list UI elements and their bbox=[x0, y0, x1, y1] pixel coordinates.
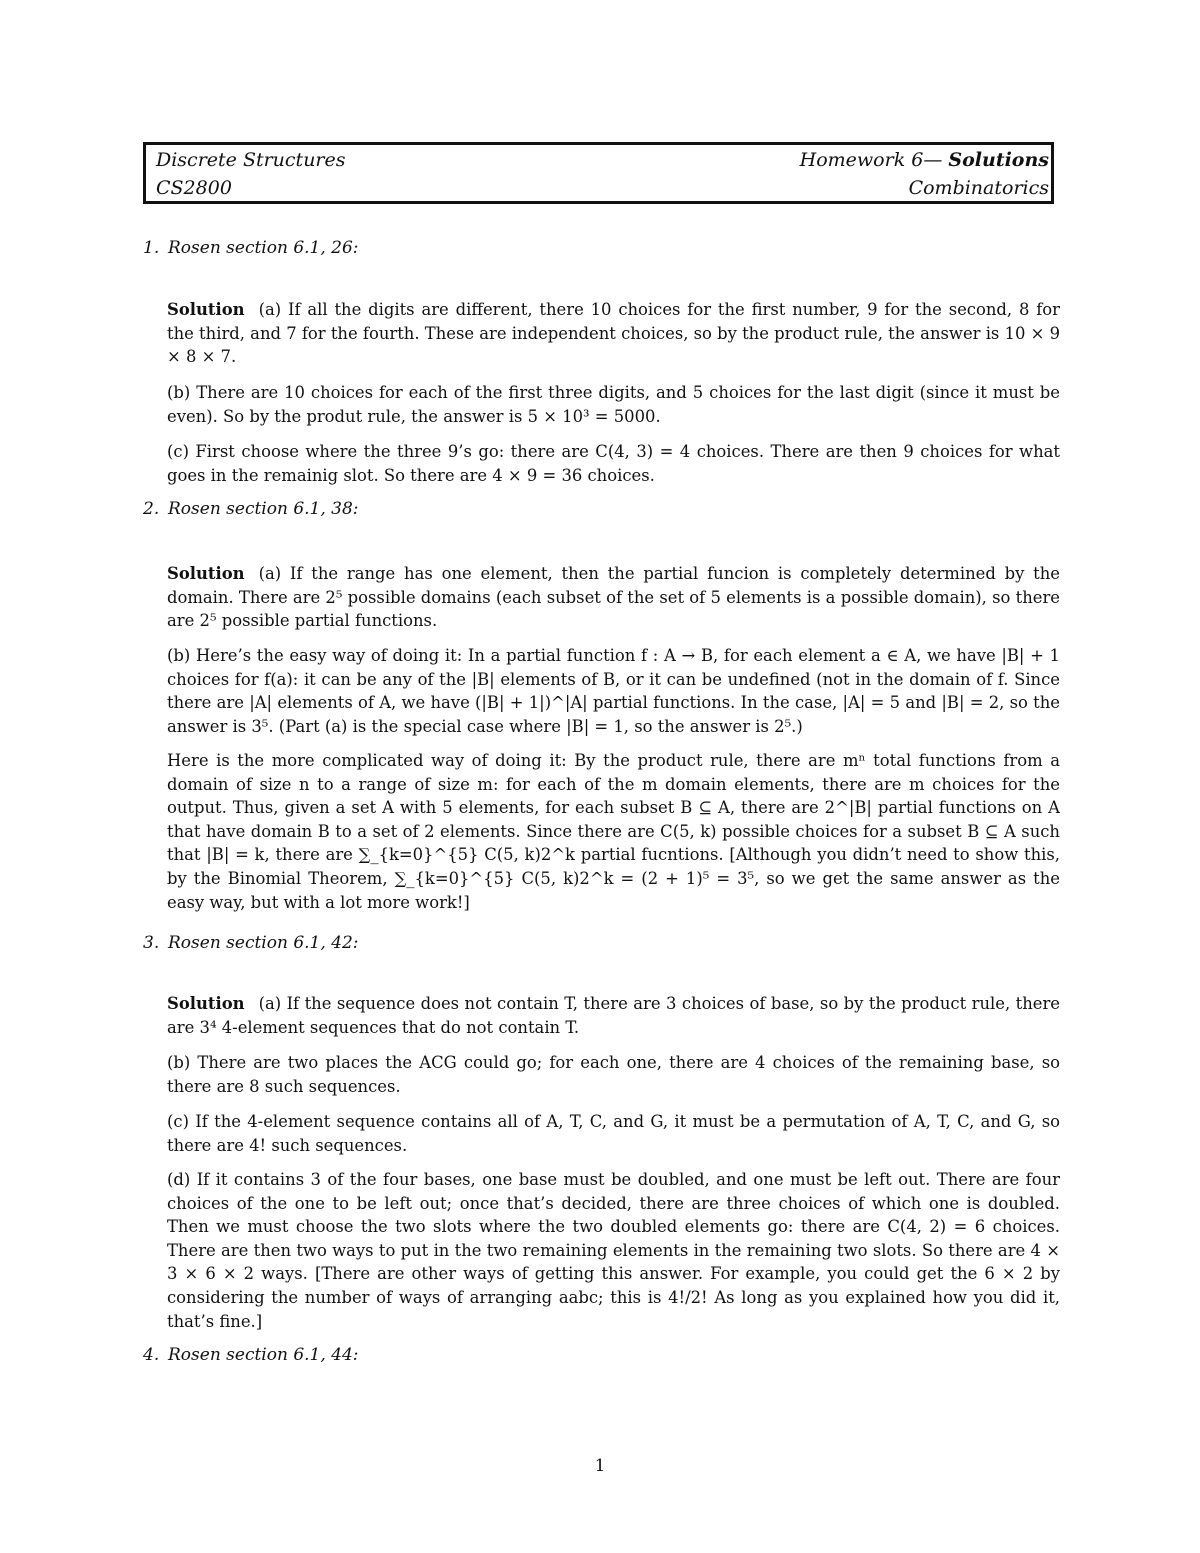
problem-3-solution-c: (c) If the 4-element sequence contains all of A, T, C, and G, it must be a permutation of A, T, C, and G, so there are 4! such sequences. bbox=[167, 1112, 1060, 1155]
solution-label: Solution bbox=[167, 564, 245, 583]
problem-3-solution-b: (b) There are two places the ACG could go; for each one, there are 4 choices of the remaining base, so there are 8 such sequences. bbox=[167, 1053, 1060, 1096]
problem-title: Rosen section 6.1, 26: bbox=[168, 238, 359, 258]
topic-label: Combinatorics bbox=[908, 177, 1049, 199]
homework-label: Homework 6— bbox=[799, 149, 943, 171]
paragraph-text: (a) If all the digits are different, there 10 choices for the first number, 9 for the second, 8 for the third, and 7 for the fourth. These are independent choices, so by the product rule, the answer is 10 × 9 × 8 × 7. bbox=[167, 300, 1060, 367]
solution-label: Solution bbox=[167, 300, 245, 319]
problem-number: 4. bbox=[143, 1345, 160, 1365]
problem-number: 3. bbox=[143, 933, 160, 953]
problem-number: 2. bbox=[143, 499, 160, 519]
header-box bbox=[143, 142, 1054, 204]
paragraph-text: (a) If the sequence does not contain T, there are 3 choices of base, so by the product rule, there are 3⁴ 4-element sequences that do not contain T. bbox=[167, 994, 1060, 1037]
problem-heading bbox=[143, 1345, 359, 1365]
paragraph-text: (a) If the range has one element, then the partial funcion is completely determined by the domain. There are 2⁵ possible domains (each subset of the set of 5 elements is a possible domain), so there are 2⁵ possible partial functions. bbox=[167, 564, 1060, 631]
problem-3-solution-d: (d) If it contains 3 of the four bases, one base must be doubled, and one must be left out. There are four choices of the one to be left out; once that’s decided, there are three choices of which one is doubled. Then we must choose the two slots where the two doubled elements go: there are C(4, 2) = 6 choices. There are then two ways to put in the two remaining elements in the remaining two slots. So there are 4 × 3 × 6 × 2 ways. [There are other ways of getting this answer. For example, you could get the 6 × 2 by considering the number of ways of arranging aabc; this is 4!/2! As long as you explained how you did it, that’s fine.] bbox=[167, 1170, 1060, 1331]
problem-2-alternate-method: Here is the more complicated way of doing it: By the product rule, there are mⁿ total functions from a domain of size n to a range of size m: for each of the m domain elements, there are m choices for the output. Thus, given a set A with 5 elements, for each subset B ⊆ A, there are 2^|B| partial functions on A that have domain B to a set of 2 elements. Since there are C(5, k) possible choices for a subset B ⊆ A such that |B| = k, there are ∑_{k=0}^{5} C(5, k)2^k partial fucntions. [Although you didn’t need to show this, by the Binomial Theorem, ∑_{k=0}^{5} C(5, k)2^k = (2 + 1)⁵ = 3⁵, so we get the same answer as the easy way, but with a lot more work!] bbox=[167, 751, 1060, 912]
problem-title: Rosen section 6.1, 44: bbox=[168, 1345, 359, 1365]
homework-title bbox=[800, 147, 1049, 174]
solutions-label: Solutions bbox=[948, 149, 1049, 171]
problem-1-solution-b: (b) There are 10 choices for each of the first three digits, and 5 choices for the last digit (since it must be even). So by the produt rule, the answer is 5 × 10³ = 5000. bbox=[167, 383, 1060, 426]
problem-2-solution-a bbox=[167, 562, 1060, 633]
course-code: CS2800 bbox=[156, 177, 232, 199]
course-title: Discrete Structures bbox=[156, 149, 346, 171]
problem-number: 1. bbox=[143, 238, 160, 258]
problem-3-solution-a bbox=[167, 992, 1060, 1039]
problem-1-solution-c: (c) First choose where the three 9’s go: there are C(4, 3) = 4 choices. There are then 9 choices for what goes in the remainig slot. So there are 4 × 9 = 36 choices. bbox=[167, 442, 1060, 485]
problem-title: Rosen section 6.1, 38: bbox=[168, 499, 359, 519]
problem-heading bbox=[143, 238, 359, 258]
solution-label: Solution bbox=[167, 994, 245, 1013]
problem-2-solution-b: (b) Here’s the easy way of doing it: In a partial function f : A → B, for each element a ∈ A, we have |B| + 1 choices for f(a): it can be any of the |B| elements of B, or it can be undefined (not in the domain of f. Since there are |A| elements of A, we have (|B| + 1|)^|A| partial functions. In the case, |A| = 5 and |B| = 2, so the answer is 3⁵. (Part (a) is the special case where |B| = 1, so the answer is 2⁵.) bbox=[167, 646, 1060, 736]
problem-heading bbox=[143, 933, 359, 953]
page-number: 1 bbox=[594, 1456, 606, 1476]
problem-heading bbox=[143, 499, 359, 519]
problem-1-solution-a bbox=[167, 298, 1060, 369]
problem-title: Rosen section 6.1, 42: bbox=[168, 933, 359, 953]
